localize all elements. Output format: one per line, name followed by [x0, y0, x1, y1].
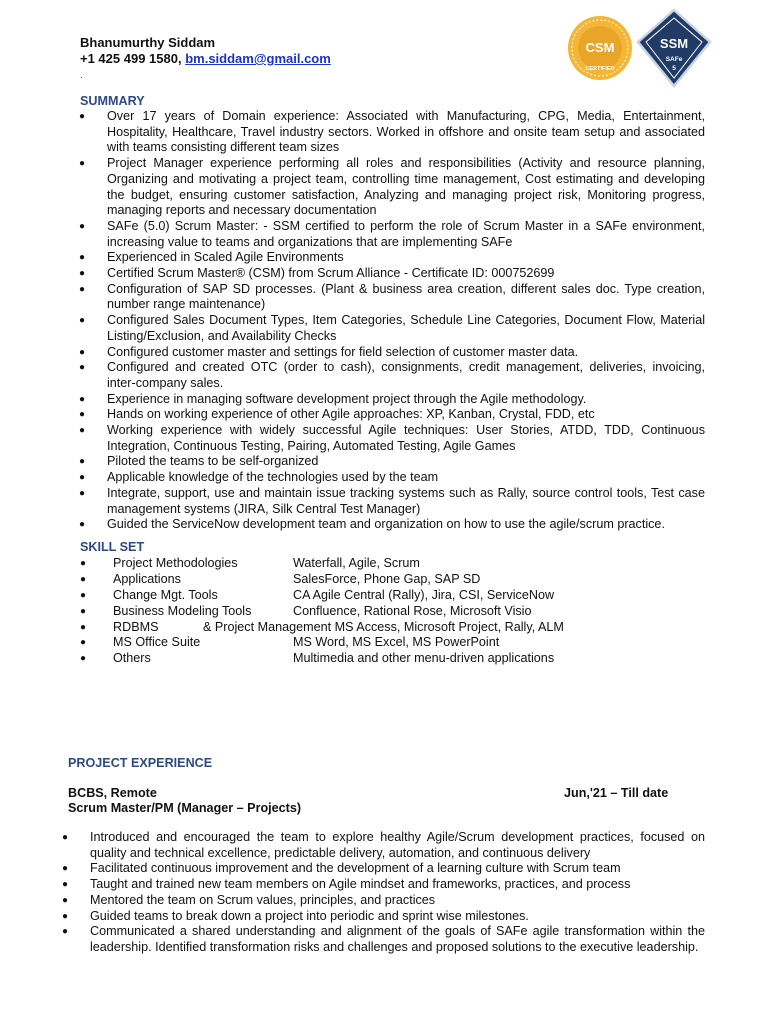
list-item-text: Configured customer master and settings for field selection of customer master data.	[107, 344, 579, 359]
bullet-icon: ●	[62, 879, 69, 891]
list-item	[79, 250, 705, 266]
list-item-text: SAFe (5.0) Scrum Master: - SSM certified to perform the role of Scrum Master in a SAFe environment, increasing value to teams and organizations that are implementing SAFe	[107, 218, 705, 249]
bullet-icon: ●	[62, 863, 69, 875]
list-item-text: Working experience with widely successful Agile techniques: User Stories, ATDD, TDD, Continuous Integration, Continuous Testing, Pairing, Automated Testing, Agile Games	[107, 423, 705, 453]
bullet-icon: ●	[79, 393, 86, 405]
list-item-text: Hands on working experience of other Agile approaches: XP, Kanban, Crystal, FDD, etc	[107, 407, 595, 422]
skill-category: Project Methodologies	[113, 556, 238, 570]
stray-dot: .	[80, 70, 83, 81]
ssm-badge-icon	[638, 10, 710, 86]
email-link[interactable]: bm.siddam@gmail.com	[185, 51, 331, 66]
skill-value: & Project Management MS Access, Microsoft Project, Rally, ALM	[203, 619, 564, 634]
badge-graphics	[566, 8, 716, 88]
bullet-icon: ●	[79, 220, 86, 232]
list-item-text: Facilitated continuous improvement and the development of a learning culture with Scrum team	[90, 861, 621, 876]
bullet-icon: ●	[79, 346, 86, 358]
list-item	[79, 360, 705, 391]
list-item-text: Certified Scrum Master® (CSM) from Scrum Alliance - Certificate ID: 000752699	[107, 266, 555, 281]
list-item	[79, 156, 705, 219]
list-item-text: Project Manager experience performing all roles and responsibilities (Activity and resource planning, Organizing and motivating a project team, controlling time management, Cost estimating and developing the budget, ensuring customer satisfaction, Analyzing and managing project risk, Monitoring progress, managing reports and necessary documentation	[107, 156, 705, 218]
list-item-text: Experienced in Scaled Agile Environments	[107, 250, 344, 265]
project-dates: Jun,'21 – Till date	[564, 786, 669, 800]
list-item-text: Guided the ServiceNow development team and organization on how to use the agile/scrum practice.	[107, 517, 665, 532]
ssm-sub: SAFe	[665, 56, 683, 63]
list-item-text: Configuration of SAP SD processes. (Plant & business area creation, different sales doc. Type creation, number range maintenance)	[107, 281, 705, 312]
bullet-icon: ●	[79, 315, 86, 327]
bullet-icon: ●	[62, 832, 69, 843]
bullet-icon: ●	[62, 894, 69, 906]
list-item-text: Integrate, support, use and maintain issue tracking systems such as Rally, source control tools, Test case management systems (JIRA, Silk Central Test Manager)	[107, 485, 705, 516]
list-item-text: Communicated a shared understanding and alignment of the goals of SAFe agile transformation within the leadership. Identified transformation risks and challenges and proposed solutions to the executive leadership.	[90, 924, 705, 954]
skill-value: Multimedia and other menu-driven applications	[293, 651, 555, 666]
certification-badges	[566, 8, 716, 88]
skill-value: MS Word, MS Excel, MS PowerPoint	[293, 635, 500, 650]
list-item	[79, 266, 705, 282]
list-item-text: Configured and created OTC (order to cash), consignments, credit management, deliveries, invoicing, inter-company sales.	[107, 360, 705, 390]
ssm-version: 5	[672, 65, 676, 72]
list-item-text: Over 17 years of Domain experience: Associated with Manufacturing, CPG, Media, Entertainment, Hospitality, Healthcare, Travel industry sectors. Worked in offshore and onsite team setup and associated with teams consisting different team sizes	[107, 109, 705, 155]
skill-row	[80, 572, 720, 588]
project-responsibilities	[62, 830, 705, 956]
csm-seal-icon	[568, 16, 632, 80]
project-heading: PROJECT EXPERIENCE	[68, 756, 213, 770]
project-role: Scrum Master/PM (Manager – Projects)	[68, 801, 302, 815]
contact-line	[80, 51, 331, 66]
list-item-text: Piloted the teams to be self-organized	[107, 454, 319, 469]
bullet-icon: ●	[79, 456, 86, 468]
list-item-text: Taught and trained new team members on Agile mindset and frameworks, practices, and process	[90, 877, 631, 892]
list-item-text: Applicable knowledge of the technologies used by the team	[107, 470, 439, 485]
skillset-heading: SKILL SET	[80, 540, 145, 554]
bullet-icon: ●	[79, 409, 86, 421]
bullet-icon: ●	[79, 252, 86, 264]
list-item-text: Introduced and encouraged the team to explore healthy Agile/Scrum development practices, focused on quality and technical excellence, predictable delivery, automation, and continuous delivery	[90, 830, 705, 860]
list-item	[62, 892, 705, 909]
list-item-text: Experience in managing software development project through the Agile methodology.	[107, 391, 587, 406]
ssm-label: SSM	[659, 36, 689, 51]
bullet-icon: ●	[80, 573, 87, 585]
csm-sub: CERTIFIED	[585, 66, 615, 72]
skill-category: MS Office Suite	[113, 635, 201, 650]
skill-value: CA Agile Central (Rally), Jira, CSI, ServiceNow	[293, 587, 555, 602]
skill-category: RDBMS	[113, 619, 159, 634]
skill-row	[80, 635, 720, 651]
skillset-table	[80, 556, 720, 667]
skill-row	[80, 651, 720, 667]
list-item	[79, 391, 705, 408]
summary-heading: SUMMARY	[80, 94, 145, 108]
list-item-text: Guided teams to break down a project into periodic and sprint wise milestones.	[90, 908, 529, 923]
list-item	[79, 470, 705, 486]
list-item	[62, 861, 705, 877]
list-item-text: Mentored the team on Scrum values, principles, and practices	[90, 892, 436, 907]
list-item	[62, 924, 705, 955]
bullet-icon: ●	[79, 487, 86, 499]
bullet-icon: ●	[79, 158, 86, 170]
bullet-icon: ●	[79, 519, 86, 531]
phone-number: +1 425 499 1580,	[80, 51, 182, 66]
bullet-icon: ●	[79, 425, 86, 437]
skill-category: Change Mgt. Tools	[113, 587, 218, 602]
bullet-icon: ●	[80, 637, 87, 649]
candidate-name: Bhanumurthy Siddam	[80, 35, 216, 50]
bullet-icon: ●	[80, 589, 87, 601]
list-item	[79, 407, 705, 423]
skill-category: Business Modeling Tools	[113, 603, 252, 618]
bullet-icon: ●	[79, 268, 86, 280]
project-company: BCBS, Remote	[68, 786, 157, 800]
bullet-icon: ●	[79, 283, 86, 295]
skill-category: Others	[113, 651, 151, 666]
bullet-icon: ●	[80, 605, 87, 617]
summary-list	[79, 109, 705, 533]
list-item-text: Configured Sales Document Types, Item Categories, Schedule Line Categories, Document Flow, Material Listing/Exclusion, and Availability Checks	[107, 313, 705, 343]
skill-value: SalesForce, Phone Gap, SAP SD	[293, 571, 481, 586]
bullet-icon: ●	[62, 910, 69, 922]
bullet-icon: ●	[62, 926, 69, 938]
csm-label: CSM	[585, 40, 615, 55]
list-item	[79, 423, 705, 454]
list-item	[79, 109, 705, 156]
bullet-icon: ●	[79, 111, 86, 122]
list-item	[79, 313, 705, 344]
skill-value: Waterfall, Agile, Scrum	[293, 556, 420, 570]
list-item	[79, 454, 705, 470]
skill-value: Confluence, Rational Rose, Microsoft Visio	[293, 603, 532, 618]
bullet-icon: ●	[80, 621, 87, 633]
skill-row	[80, 588, 720, 604]
list-item	[79, 281, 705, 313]
list-item	[62, 830, 705, 861]
skill-row	[80, 556, 720, 572]
list-item	[79, 485, 705, 517]
bullet-icon: ●	[79, 472, 86, 484]
list-item	[79, 344, 705, 361]
skill-category: Applications	[113, 571, 181, 586]
list-item	[62, 877, 705, 893]
bullet-icon: ●	[80, 653, 87, 665]
skill-row	[80, 604, 720, 620]
list-item	[79, 517, 705, 533]
bullet-icon: ●	[79, 362, 86, 374]
bullet-icon: ●	[80, 558, 87, 569]
skill-row	[80, 620, 720, 636]
list-item	[79, 218, 705, 250]
list-item	[62, 908, 705, 925]
